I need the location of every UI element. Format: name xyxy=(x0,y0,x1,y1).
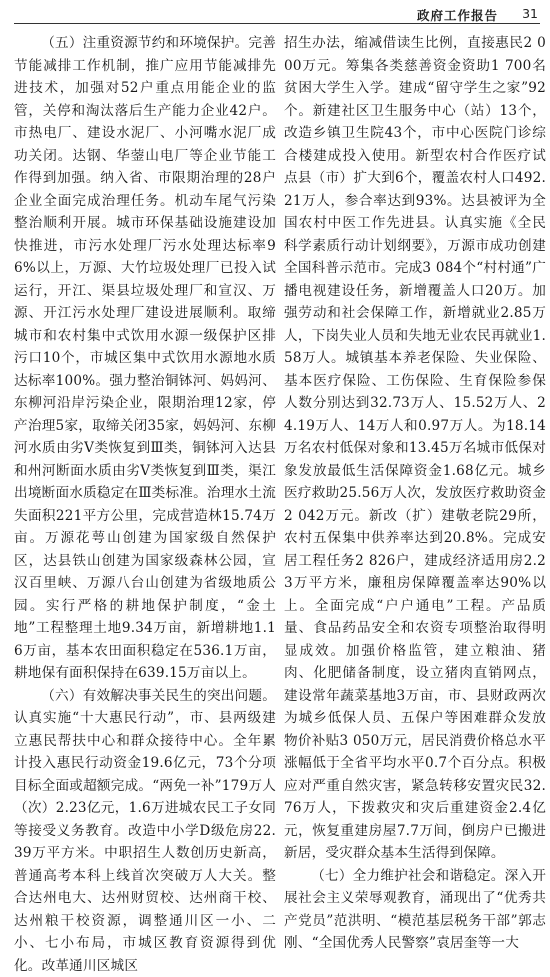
left-column xyxy=(14,32,276,808)
running-header xyxy=(0,0,550,26)
paragraph-livelihood-continued: 招生办法，缩减借读生比例，直接惠民2 000万元。筹集各类慈善资金资助1 700名贫困大学生入学。建成“留守学生之家”92个。新建社区卫生服务中心（站）13个，改造乡镇卫生院43个，市中心医院门诊综合楼建成投入使用。新型农村合作医疗试点县（市）扩大到6个，覆盖农村人口492.21万人，参合率达到93%。达县被评为全国农村中医工作先进县。认真实施《全民科学素质行动计划纲要》，万源市成功创建全国科普示范市。完成3 084个“村村通”广播电视建设任务，新增覆盖人口20万。加强劳动和社会保障工作，新增就业2.85万人，下岗失业人员和失地无业农民再就业1.58万人。城镇基本养老保险、失业保险、基本医疗保险、工伤保险、生育保险参保人数分别达到32.73万人、15.52万人、24.19万人、14万人和0.97万人。为18.14万名农村低保对象和13.45万名城市低保对象发放最低生活保障资金1.68亿元。城乡医疗救助25.56万人次，发放医疗救助资金2 042万元。新改（扩）建敬老院29所，农村五保集中供养率达到20.8%。完成安居工程任务2 826户，建成经济适用房2.23万平方米，廉租房保障覆盖率达90%以上。全面完成“户户通电”工程。产品质量、食品药品安全和农资专项整治取得明显成效。加强价格监管，建立粮油、猪肉、化肥储备制度，设立猪肉直销网点，建设常年蔬菜基地3万亩，市、县财政两次为城乡低保人员、五保户等困难群众发放物价补贴3 050万元，居民消费价格总水平涨幅低于全省平均水平0.7个百分点。积极应对严重自然灾害，紧急转移安置灾民32.76万人，下拨救灾和灾后重建资金2.4亿元，恢复重建房屋7.7万间，倒房户已搬进新居，受灾群众基本生活得到保障。 xyxy=(284,32,546,865)
paragraph-livelihood-issues: （六）有效解决事关民生的突出问题。认真实施“十大惠民行动”，市、县两级建立惠民帮扶中心和群众接待中心。全年累计投入惠民行动资金19.6亿元，73个分项目标全面或超额完成。“两免一补”179万人（次）2.23亿元，1.6万进城农民工子女同等接受义务教育。改造中小学D级危房22.39万平方米。中职招生人数创历史新高，普通高考本科上线首次突破万人大关。整合达州电大、达州财贸校、达州商干校、达州粮干校资源，调整通川区一小、二小、七小布局，市城区教育资源得到优化。改革通川区城区 xyxy=(14,685,276,977)
right-column xyxy=(284,32,546,808)
paragraph-social-stability: （七）全力维护社会和谐稳定。深入开展社会主义荣辱观教育，涌现出了“优秀共产党员”范洪明、“模范基层税务干部”郭志刚、“全国优秀人民警察”袁居奎等一大 xyxy=(284,865,546,955)
running-header-title: 政府工作报告 xyxy=(417,6,498,24)
page-number: 31 xyxy=(522,6,538,21)
header-rule xyxy=(14,23,540,24)
paragraph-resource-environment: （五）注重资源节约和环境保护。完善节能减排工作机制，推广应用节能减排先进技术，加强对52户重点用能企业的监管，关停和淘汰落后生产能力企业42户。市热电厂、建设水泥厂、小河嘴水泥厂成功关闭。达钢、华蓥山电厂等企业节能工作得到加强。纳入省、市限期治理的28户企业全面完成治理任务。机动车尾气污染整治顺利开展。城市环保基础设施建设加快推进，市污水处理厂污水处理达标率96%以上，万源、大竹垃圾处理厂已投入试运行，开江、渠县垃圾处理厂和宣汉、万源、开江污水处理厂建设进展顺利。取缔城市和农村集中式饮用水源一级保护区排污口10个，市城区集中式饮用水源地水质达标率100%。强力整治铜钵河、妈妈河、东柳河沿岸污染企业，限期治理12家，停产治理5家，取缔关闭35家，妈妈河、东柳河水质由劣Ⅴ类恢复到Ⅲ类，铜钵河入达县和州河断面水质由劣Ⅴ类恢复到Ⅲ类，渠江出境断面水质稳定在Ⅲ类标准。治理水土流失面积221平方公里，完成营造林15.74万亩。万源花萼山创建为国家级自然保护区，达县铁山创建为国家级森林公园，宣汉百里峡、万源八台山创建为省级地质公园。实行严格的耕地保护制度，“金土地”工程整理土地9.34万亩，新增耕地1.16万亩，基本农田面积稳定在536.1万亩，耕地保有面积保持在639.15万亩以上。 xyxy=(14,32,276,685)
